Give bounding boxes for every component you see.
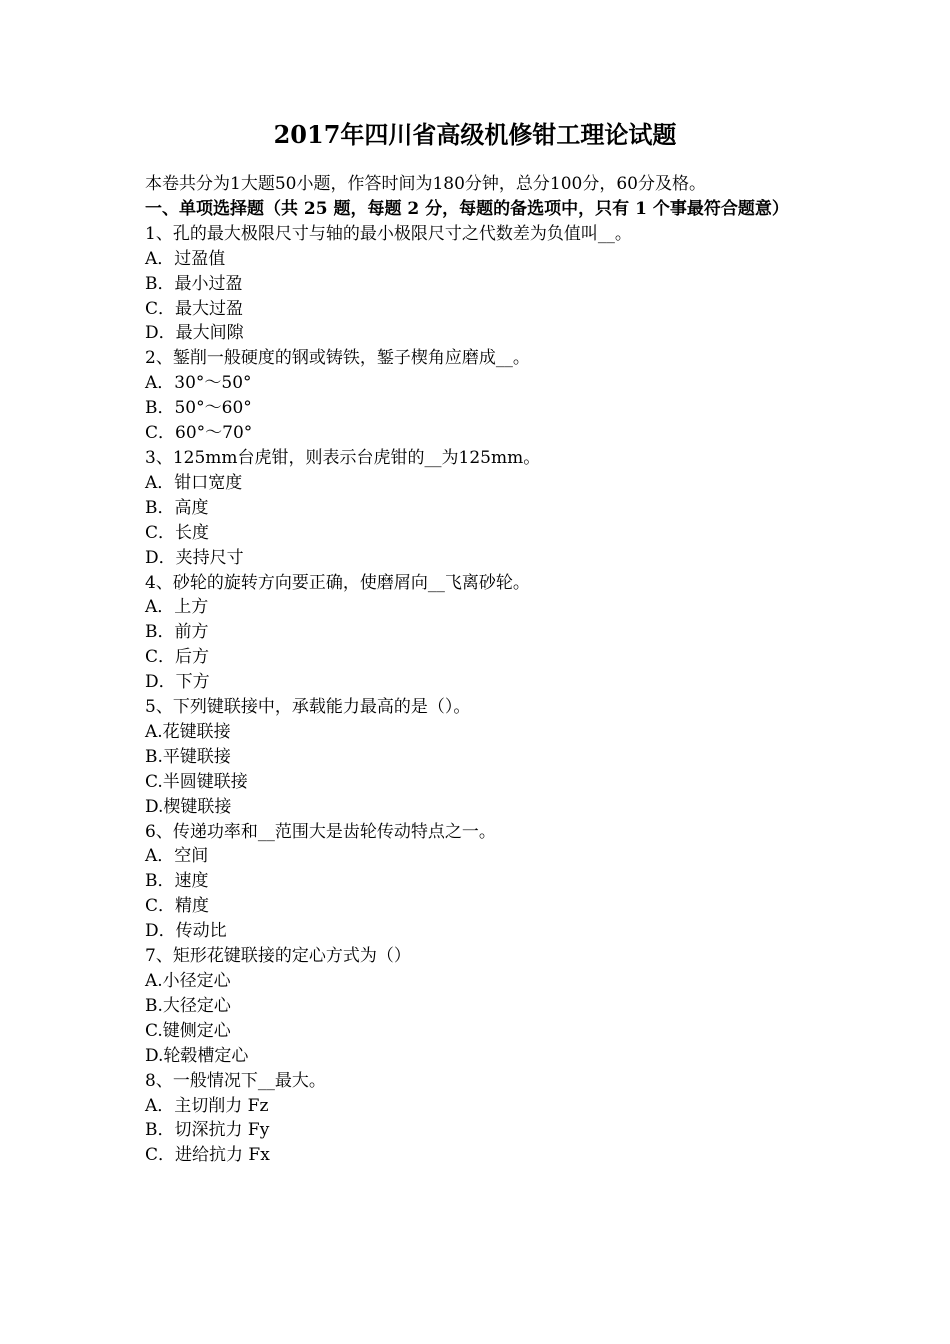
question-item (145, 1069, 825, 1169)
answer-option: C．精度 (145, 896, 210, 917)
question-list (145, 222, 825, 1168)
answer-option: A．主切削力 Fz (145, 1095, 269, 1116)
question-item (145, 222, 825, 347)
answer-option: C．长度 (145, 522, 210, 543)
answer-option: C．60°～70° (145, 423, 253, 444)
question-stem: 6、传递功率和__范围大是齿轮传动特点之一。 (145, 821, 496, 842)
exam-intro: 本卷共分为1大题50小题，作答时间为180分钟，总分100分，60分及格。 (145, 174, 706, 194)
answer-option: D.楔键联接 (145, 796, 232, 817)
answer-option: B．速度 (145, 871, 209, 892)
question-item (145, 944, 825, 1069)
answer-option: D．传动比 (145, 921, 227, 942)
answer-option: B．切深抗力 Fy (145, 1120, 270, 1141)
answer-option: D．夹持尺寸 (145, 547, 244, 568)
answer-option: B.平键联接 (145, 746, 231, 767)
answer-option: A.花键联接 (145, 721, 231, 742)
answer-option: D.轮毂槽定心 (145, 1045, 249, 1066)
answer-option: D．下方 (145, 672, 210, 693)
answer-option: B．前方 (145, 622, 209, 643)
answer-option: C．最大过盈 (145, 298, 244, 319)
answer-option: C.键侧定心 (145, 1020, 231, 1041)
answer-option: A．上方 (145, 597, 209, 618)
question-stem: 8、一般情况下__最大。 (145, 1070, 326, 1091)
answer-option: B．50°～60° (145, 398, 252, 419)
question-item (145, 695, 825, 820)
answer-option: A.小径定心 (145, 971, 231, 991)
answer-option: A．钳口宽度 (145, 472, 243, 493)
answer-option: C．进给抗力 Fx (145, 1145, 270, 1166)
answer-option: A．30°～50° (145, 373, 252, 394)
question-stem: 4、砂轮的旋转方向要正确，使磨屑向__飞离砂轮。 (145, 572, 530, 593)
answer-option: B．高度 (145, 497, 209, 518)
answer-option: B．最小过盈 (145, 273, 243, 294)
page-title: 2017年四川省高级机修钳工理论试题 (273, 120, 677, 149)
section-heading: 一、单项选择题（共 25 题，每题 2 分，每题的备选项中，只有 1 个事最符合题意） (145, 198, 789, 219)
question-item (145, 820, 825, 945)
question-item (145, 446, 825, 571)
answer-option: D．最大间隙 (145, 323, 244, 344)
question-stem: 2、錾削一般硬度的钢或铸铁，錾子楔角应磨成__。 (145, 348, 530, 369)
question-stem: 3、125mm台虎钳，则表示台虎钳的__为125mm。 (145, 447, 541, 468)
question-item (145, 571, 825, 696)
question-stem: 7、矩形花键联接的定心方式为（） (145, 946, 411, 967)
answer-option: C．后方 (145, 647, 210, 668)
exam-body (145, 172, 825, 1168)
answer-option: B.大径定心 (145, 995, 231, 1016)
question-stem: 5、下列键联接中，承载能力最高的是（）。 (145, 697, 471, 718)
question-item (145, 346, 825, 446)
answer-option: A．过盈值 (145, 248, 226, 269)
question-stem: 1、孔的最大极限尺寸与轴的最小极限尺寸之代数差为负值叫__。 (145, 223, 632, 244)
answer-option: A．空间 (145, 846, 209, 867)
answer-option: C.半圆键联接 (145, 771, 248, 792)
